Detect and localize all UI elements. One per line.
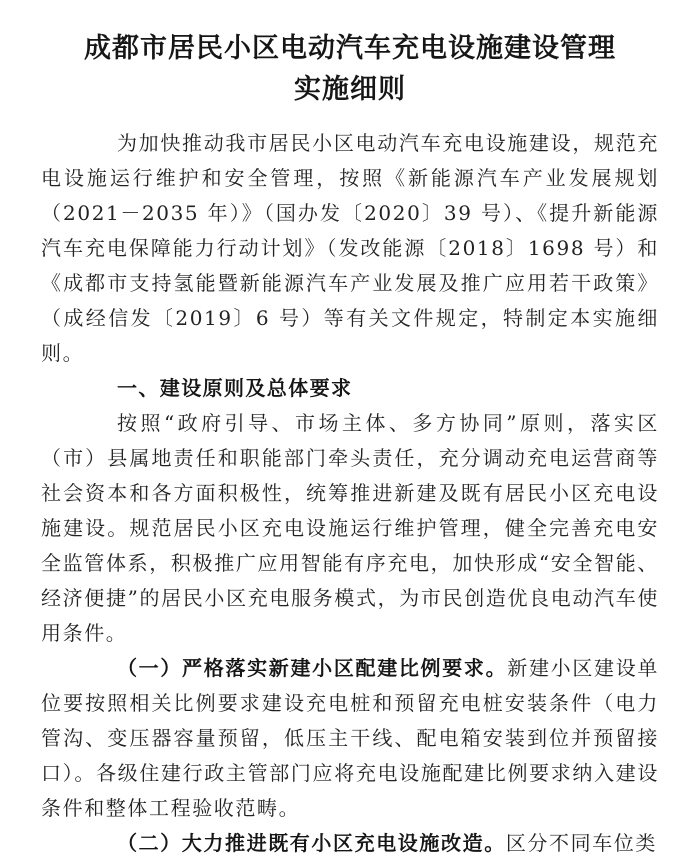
- item-2-text: 区分不同车位类: [505, 831, 658, 855]
- document-title: [41, 28, 659, 110]
- section-1-paragraph: 按照“政府引导、市场主体、多方协同”原则，落实区（市）县属地责任和职能部门牵头责任，充分调动充电运营商等社会资本和各方面积极性，统筹推进新建及既有居民小区充电设施建设。规范居民小区充电设施运行维护管理，健全完善充电安全监管体系，积极推广应用智能有序充电，加快形成“安全智能、经济便捷”的居民小区充电服务模式，为市民创造优良电动汽车使用条件。: [41, 411, 659, 645]
- item-1-text: 新建小区建设单位要按照相关比例要求建设充电桩和预留充电桩安装条件（电力管沟、变压器容量预留，低压主干线、配电箱安装到位并预留接口）。各级住建行政主管部门应将充电设施配建比例要求纳入建设条件和整体工程验收范畴。: [41, 656, 659, 820]
- section-1-heading: 一、建设原则及总体要求: [117, 376, 353, 400]
- intro-paragraph: 为加快推动我市居民小区电动汽车充电设施建设，规范充电设施运行维护和安全管理，按照《新能源汽车产业发展规划（2021－2035 年）》（国办发〔2020〕39 号）、《提升新能源汽车充电保障能力行动计划》（发改能源〔2018〕1698 号）和《成都市支持氢能暨新能源汽车产业发展及推广应用若干政策》（成经信发〔2019〕6 号）等有关文件规定，特制定本实施细则。: [41, 131, 659, 365]
- item-2-lead: （二）大力推进既有小区充电设施改造。: [117, 831, 506, 855]
- item-1-lead: （一）严格落实新建小区配建比例要求。: [117, 656, 508, 680]
- document-title-line-2: 实施细则: [294, 74, 406, 105]
- document-title-line-1: 成都市居民小区电动汽车充电设施建设管理: [84, 33, 616, 64]
- item-1-paragraph: [41, 651, 659, 826]
- item-2-paragraph: [41, 826, 659, 861]
